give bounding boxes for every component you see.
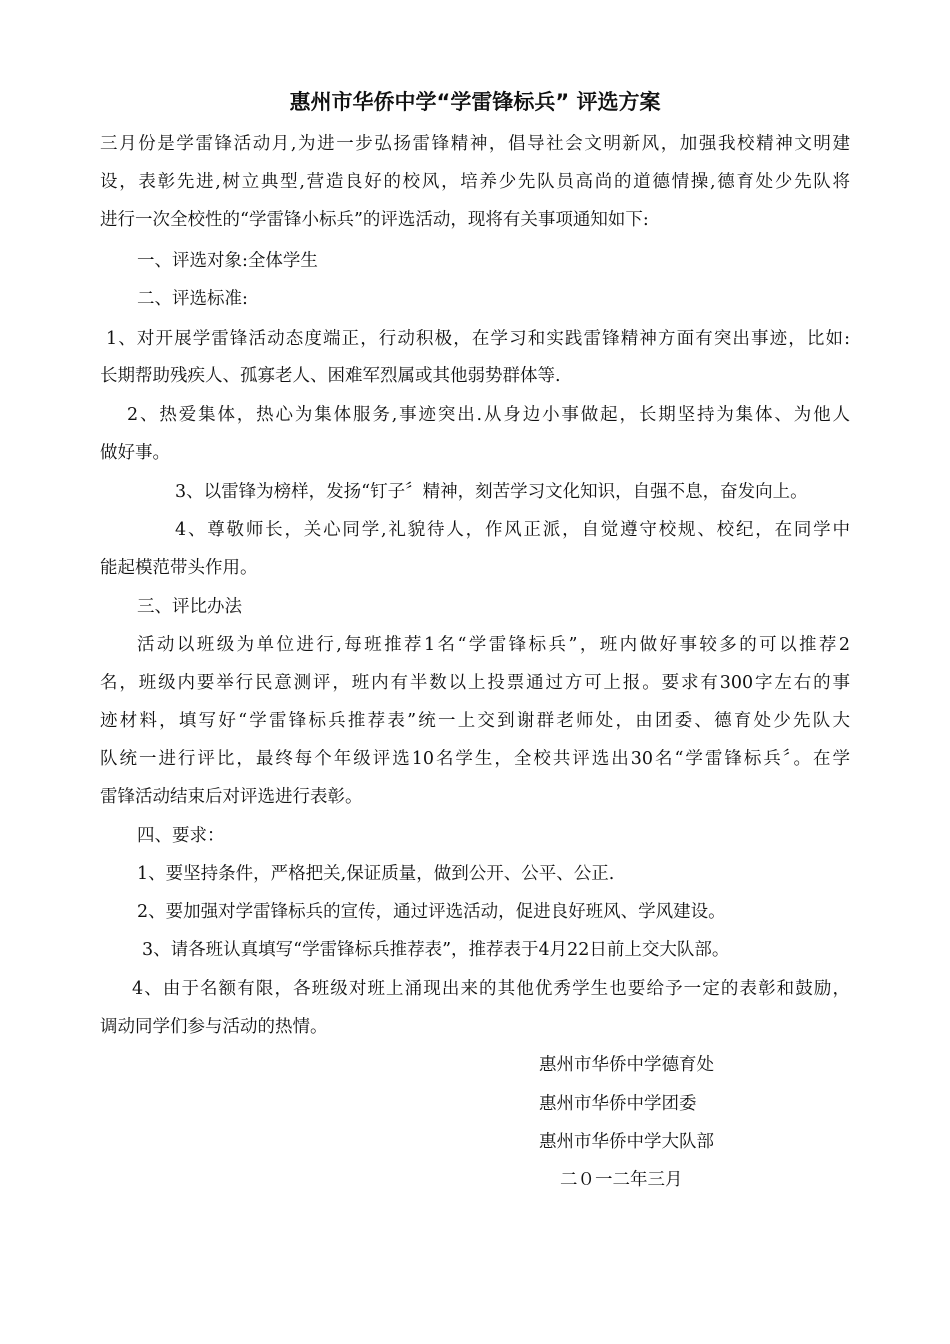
document-title: 惠州市华侨中学“学雷锋标兵” 评选方案: [289, 90, 661, 114]
method-line: 迹材料，填写好“学雷锋标兵推荐表”统一上交到谢群老师处，由团委、德育处少先队大: [100, 711, 850, 731]
method-line: 活动以班级为单位进行,每班推荐1名“学雷锋标兵”，班内做好事较多的可以推荐2: [137, 635, 850, 655]
document-date: 二０一二年三月: [560, 1170, 683, 1190]
requirement-1: 1、要坚持条件，严格把关,保证质量，做到公开、公平、公正.: [137, 864, 615, 884]
section-heading-criteria: 二、评选标准:: [137, 289, 248, 309]
criterion-line: 能起模范带头作用。: [100, 558, 258, 578]
method-line: 雷锋活动结束后对评选进行表彰。: [100, 787, 363, 807]
method-line: 名，班级内要举行民意测评，班内有半数以上投票通过方可上报。要求有300字左右的事: [100, 673, 850, 693]
criterion-line: 4、尊敬师长，关心同学,礼貌待人，作风正派，自觉遵守校规、校纪，在同学中: [175, 520, 850, 540]
method-line: 队统一进行评比，最终每个年级评选10名学生，全校共评选出30名“学雷锋标兵〞。在学: [100, 749, 850, 769]
intro-line: 三月份是学雷锋活动月,为进一步弘扬雷锋精神，倡导社会文明新风，加强我校精神文明建: [100, 134, 850, 154]
section-heading-requirements: 四、要求：: [137, 826, 225, 846]
intro-line: 进行一次全校性的“学雷锋小标兵”的评选活动，现将有关事项通知如下:: [100, 210, 649, 230]
signature-pioneer-brigade: 惠州市华侨中学大队部: [539, 1132, 714, 1152]
requirement-2: 2、要加强对学雷锋标兵的宣传，通过评选活动，促进良好班风、学风建设。: [137, 902, 726, 922]
signature-youth-league-committee: 惠州市华侨中学团委: [539, 1094, 697, 1114]
requirement-3: 3、请各班认真填写“学雷锋标兵推荐表”，推荐表于4月22日前上交大队部。: [142, 940, 730, 960]
criterion-line: 做好事。: [100, 443, 170, 463]
intro-line: 设，表彰先进,树立典型,营造良好的校风，培养少先队员高尚的道德情操,德育处少先队将: [100, 172, 850, 192]
signature-moral-education-office: 惠州市华侨中学德育处: [539, 1055, 714, 1075]
criterion-line: 长期帮助残疾人、孤寡老人、困难军烈属或其他弱势群体等.: [100, 366, 561, 386]
criterion-3: 3、以雷锋为榜样，发扬“钉子〞精神，刻苦学习文化知识，自强不息，奋发向上。: [175, 482, 808, 502]
requirement-line: 4、由于名额有限，各班级对班上涌现出来的其他优秀学生也要给予一定的表彰和鼓励，: [132, 979, 850, 999]
section-heading-target: 一、评选对象:全体学生: [137, 251, 318, 271]
section-heading-method: 三、评比办法: [137, 597, 242, 617]
requirement-line: 调动同学们参与活动的热情。: [100, 1017, 328, 1037]
criterion-line: 2、热爱集体，热心为集体服务,事迹突出.从身边小事做起，长期坚持为集体、为他人: [127, 405, 850, 425]
criterion-line: 1、对开展学雷锋活动态度端正，行动积极，在学习和实践雷锋精神方面有突出事迹，比如:: [106, 329, 850, 349]
